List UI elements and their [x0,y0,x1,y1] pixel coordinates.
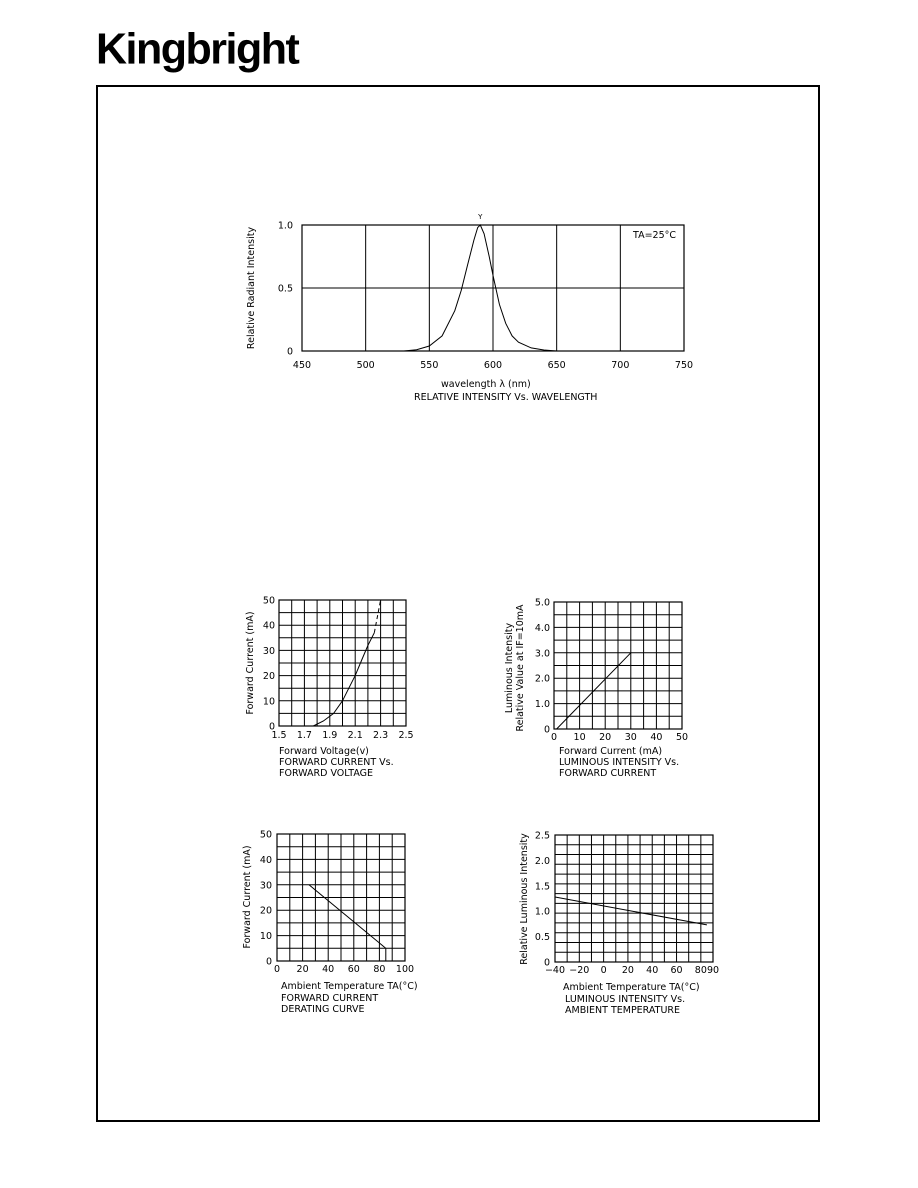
lum_temp-y-tick-label: 1.5 [534,881,550,893]
derating-x-axis-title: Ambient Temperature TA(°C) [281,981,418,992]
wavelength-x-tick-label: 500 [356,360,375,371]
lum_current-x-tick-label: 10 [573,732,586,743]
wavelength-x-tick-label: 600 [483,360,503,371]
lum_temp-x-tick-label: 20 [621,965,634,976]
derating-y-tick-label: 50 [259,829,272,841]
wavelength-x-tick-label: 650 [547,360,566,371]
wavelength-x-tick-label: 450 [292,360,312,371]
derating-y-tick-label: 0 [265,956,272,968]
lum_current-y-tick-label: 3.0 [534,648,550,660]
iv-y-tick-label: 30 [262,645,275,657]
iv-series-line [374,600,380,633]
lum_current-x-tick-label: 40 [650,732,663,743]
derating-x-tick-label: 0 [273,964,281,975]
lum_temp-chart-title: LUMINOUS INTENSITY Vs. [565,994,686,1005]
iv-series-line [313,633,374,726]
wavelength-peak-marker: Y [478,213,483,221]
lum_current-y-axis-title: Relative Value at IF=10mA [515,604,526,732]
lum_temp-x-tick-label: 90 [706,965,720,976]
lum_temp-chart-title: AMBIENT TEMPERATURE [565,1005,681,1016]
iv-y-tick-label: 10 [262,696,275,708]
derating-y-tick-label: 30 [259,880,272,892]
wavelength-y-tick-label: 1.0 [277,220,293,232]
lum_current-chart-title: LUMINOUS INTENSITY Vs. [559,757,680,768]
lum_current-x-axis-title: Forward Current (mA) [559,746,663,757]
iv-y-tick-label: 20 [262,671,275,683]
lum_current-y-tick-label: 5.0 [534,597,550,609]
wavelength-x-tick-label: 750 [674,360,694,371]
derating-y-axis-title: Forward Current (mA) [242,845,253,949]
derating-chart-title: DERATING CURVE [281,1004,365,1015]
lum_temp-y-tick-label: 2.0 [534,855,550,867]
lum_current-y-axis-title: Luminous Intensity [504,622,515,714]
wavelength-x-tick-label: 550 [420,360,439,371]
lum_temp-y-tick-label: 0 [543,957,550,969]
iv-x-tick-label: 1.7 [296,730,312,741]
lum_temp-y-tick-label: 0.5 [534,932,550,944]
iv-y-tick-label: 40 [262,620,275,632]
derating-y-tick-label: 20 [259,905,272,917]
derating-x-tick-label: 20 [296,964,309,975]
wavelength-x-axis-title: wavelength λ (nm) [441,379,531,390]
lum_current-y-tick-label: 1.0 [534,699,550,711]
wavelength-y-tick-label: 0 [286,346,293,358]
lum_temp-x-tick-label: −20 [569,965,590,976]
lum_current-x-tick-label: 0 [550,732,558,743]
derating-y-tick-label: 40 [259,854,272,866]
lum_temp-y-tick-label: 1.0 [534,906,550,918]
lum_temp-x-tick-label: 0 [600,965,607,976]
iv-chart-title: FORWARD CURRENT Vs. [279,757,394,768]
derating-x-tick-label: 80 [373,964,386,975]
derating-x-tick-label: 40 [322,964,335,975]
lum_temp-series-line [555,897,707,925]
iv-x-tick-label: 2.1 [347,730,363,741]
iv-x-tick-label: 2.3 [373,730,389,741]
derating-x-tick-label: 100 [395,964,415,975]
lum_current-y-tick-label: 4.0 [534,622,550,634]
iv-chart-title: FORWARD VOLTAGE [279,768,374,779]
lum_temp-x-tick-label: −40 [544,965,566,976]
iv-x-tick-label: 2.5 [398,730,414,741]
lum_temp-x-tick-label: 60 [670,965,683,976]
lum_current-x-tick-label: 30 [624,732,637,743]
wavelength-y-axis-title: Relative Radiant Intensity [246,226,257,350]
iv-x-tick-label: 1.9 [322,730,338,741]
iv-y-tick-label: 50 [262,595,275,607]
brand-logo: Kingbright [96,24,299,74]
derating-y-tick-label: 10 [259,931,272,943]
wavelength-chart-title: RELATIVE INTENSITY Vs. WAVELENGTH [414,392,598,403]
derating-x-tick-label: 60 [347,964,360,975]
wavelength-temperature-annotation: TA=25°C [633,230,676,241]
derating-chart-title: FORWARD CURRENT [281,993,379,1004]
lum_current-x-tick-label: 20 [599,732,612,743]
lum_current-x-tick-label: 50 [675,732,689,743]
lum_temp-x-tick-label: 80 [694,965,707,976]
iv-y-axis-title: Forward Current (mA) [245,611,256,715]
iv-x-axis-title: Forward Voltage(v) [279,746,369,757]
lum_current-chart-title: FORWARD CURRENT [559,768,657,779]
lum_temp-x-axis-title: Ambient Temperature TA(°C) [563,982,700,993]
iv-y-tick-label: 0 [268,721,275,733]
lum_temp-y-axis-title: Relative Luminous Intensity [519,833,530,965]
lum_current-y-tick-label: 2.0 [534,673,550,685]
wavelength-x-tick-label: 700 [611,360,630,371]
lum_temp-y-tick-label: 2.5 [534,830,550,842]
lum_temp-x-tick-label: 40 [646,965,659,976]
wavelength-y-tick-label: 0.5 [277,283,293,295]
lum_current-y-tick-label: 0 [543,724,550,736]
iv-x-tick-label: 1.5 [271,730,287,741]
